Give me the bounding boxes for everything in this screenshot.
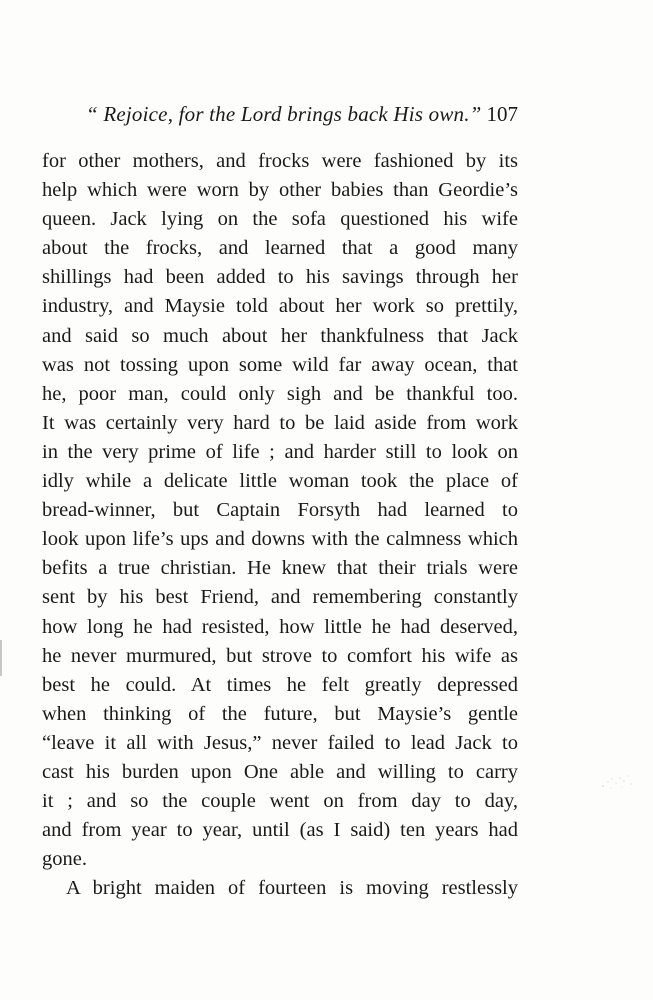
text-line: idly while a delicate little woman took the place of: [42, 470, 518, 493]
text-line: queen. Jack lying on the sofa questioned his wife: [42, 208, 518, 231]
text-line: bread-winner, but Captain Forsyth had learned to: [42, 499, 518, 522]
text-line: he never murmured, but strove to comfort his wife as: [42, 644, 518, 667]
text-line: befits a true christian. He knew that their trials were: [42, 557, 518, 580]
text-line: “leave it all with Jesus,” never failed to lead Jack to: [42, 731, 518, 754]
text-line: best he could. At times he felt greatly depressed: [42, 673, 518, 696]
text-line: sent by his best Friend, and remembering constantly: [42, 586, 518, 609]
page-edge-mark: [0, 640, 2, 676]
text-line: look upon life’s ups and downs with the calmness which: [42, 528, 518, 551]
paragraph-start-line: A bright maiden of fourteen is moving restlessly: [66, 877, 518, 900]
text-line: help which were worn by other babies than Geordie’s: [42, 179, 518, 202]
text-line: shillings had been added to his savings through her: [42, 266, 518, 289]
text-line: how long he had resisted, how little he had deserved,: [42, 615, 518, 638]
running-head: [86, 102, 518, 132]
text-line: it ; and so the couple went on from day to day,: [42, 790, 518, 813]
paper-blemish: [597, 770, 637, 794]
paragraph-end-line: gone.: [42, 848, 87, 871]
text-line: for other mothers, and frocks were fashioned by its: [42, 150, 518, 172]
text-line: and said so much about her thankfulness that Jack: [42, 324, 518, 347]
page-number: 107: [486, 102, 518, 126]
running-title: “ Rejoice, for the Lord brings back His own.”: [86, 102, 482, 126]
text-line: in the very prime of life ; and harder still to look on: [42, 440, 518, 463]
text-line: It was certainly very hard to be laid aside from work: [42, 411, 518, 434]
text-line: cast his burden upon One able and willing to carry: [42, 760, 518, 783]
text-line: when thinking of the future, but Maysie’s gentle: [42, 702, 518, 725]
text-line: and from year to year, until (as I said) ten years had: [42, 819, 518, 842]
text-line: about the frocks, and learned that a good many: [42, 237, 518, 260]
body-text: [42, 147, 518, 903]
text-line: he, poor man, could only sigh and be thankful too.: [42, 382, 518, 405]
text-line: was not tossing upon some wild far away ocean, that: [42, 353, 518, 376]
text-line: industry, and Maysie told about her work so prettily,: [42, 295, 518, 318]
